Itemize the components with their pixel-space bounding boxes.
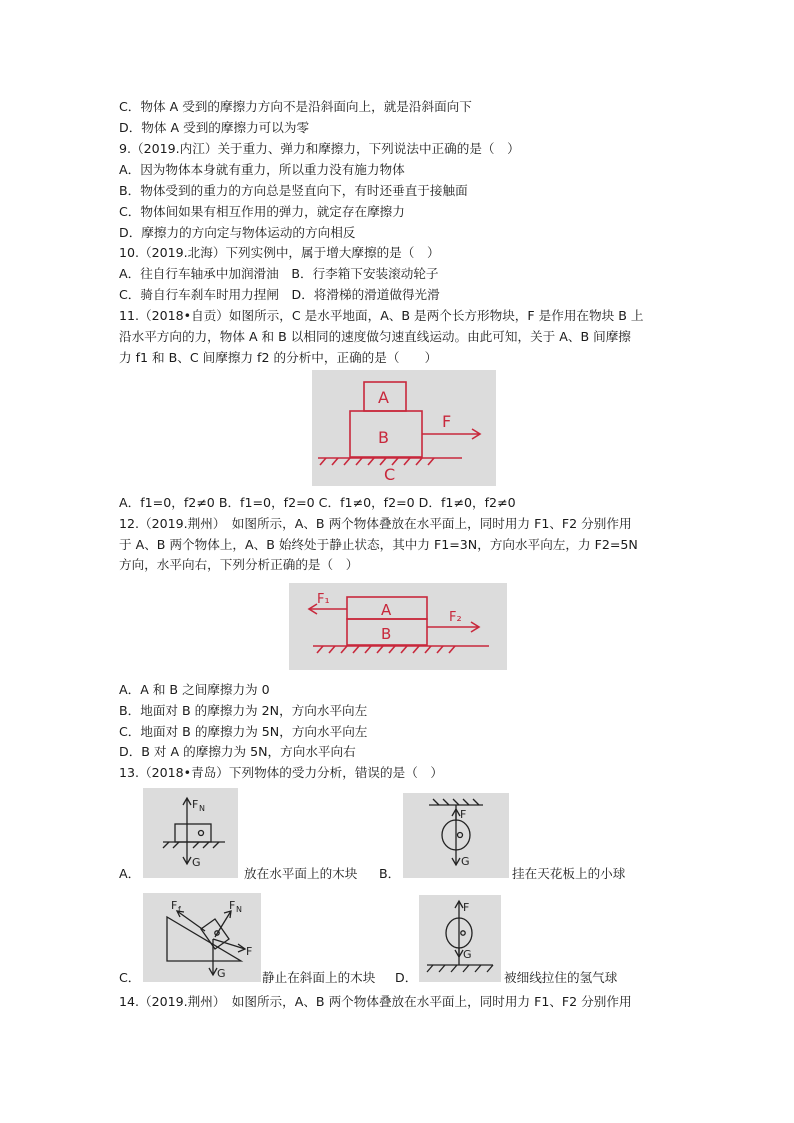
q10-options-cd: C．骑自行车刹车时用力捏闸 D．将滑梯的滑道做得光滑	[119, 287, 440, 302]
fig12-label-f2: F₂	[449, 610, 462, 625]
fig11-label-f: F	[442, 412, 452, 431]
figure-q11-drawing	[312, 370, 496, 486]
q13-option-b-label: B．	[379, 866, 401, 881]
figure-q13a	[143, 788, 238, 878]
question-11-line1: 11.（2018•自贡）如图所示，C 是水平地面，A、B 是两个长方形物块，F 是作用在物块 B 上	[119, 308, 644, 323]
fig13a-label-g: G	[192, 856, 201, 869]
figure-q13d	[419, 895, 501, 982]
fig11-label-b: B	[378, 428, 389, 447]
q12-option-a: A．A 和 B 之间摩擦力为 0	[119, 682, 270, 697]
fig13c-label-fn-sub: N	[236, 905, 242, 914]
question-11-line3: 力 f1 和 B、C 间摩擦力 f2 的分析中，正确的是（ ）	[119, 350, 438, 365]
fig11-label-c: C	[384, 465, 396, 484]
question-10: 10.（2019.北海）下列实例中，属于增大摩擦的是（ ）	[119, 245, 440, 260]
figure-q13b	[403, 793, 509, 878]
q9-option-b: B．物体受到的重力的方向总是竖直向下，有时还垂直于接触面	[119, 183, 468, 198]
q12-option-d: D．B 对 A 的摩擦力为 5N，方向水平向右	[119, 744, 356, 759]
fig13d-label-g: G	[463, 948, 472, 961]
fig11-label-a: A	[378, 388, 389, 407]
q13-option-a-label: A．	[119, 866, 141, 881]
question-12-line3: 方向，水平向右，下列分析正确的是（ ）	[119, 557, 359, 572]
fig13a-label-fn-sub: N	[199, 804, 205, 813]
q9-option-d: D．摩擦力的方向定与物体运动的方向相反	[119, 225, 356, 240]
fig13c-label-fn: F	[229, 899, 236, 912]
q13-option-d-label: D．	[395, 970, 418, 985]
question-9: 9.（2019.内江）关于重力、弹力和摩擦力，下列说法中正确的是（ ）	[119, 141, 520, 156]
figure-q13a-drawing	[143, 788, 238, 878]
fig13a-label-fn: F	[192, 798, 199, 811]
q9-option-a: A．因为物体本身就有重力，所以重力没有施力物体	[119, 162, 405, 177]
figure-q12-drawing	[289, 583, 507, 670]
fig13c-label-f: F	[246, 945, 253, 958]
q13-option-b-text: 挂在天花板上的小球	[512, 866, 626, 881]
fig13b-label-g: G	[461, 855, 470, 868]
option-c-prev: C．物体 A 受到的摩擦力方向不是沿斜面向上，就是沿斜面向下	[119, 99, 472, 114]
q13-option-c-text: 静止在斜面上的木块	[262, 970, 376, 985]
fig13c-label-ff: F	[171, 899, 178, 912]
figure-q13b-drawing	[403, 793, 509, 878]
q12-option-b: B．地面对 B 的摩擦力为 2N，方向水平向左	[119, 703, 368, 718]
q13-option-d-text: 被细线拉住的氢气球	[504, 970, 618, 985]
figure-q12	[289, 583, 507, 670]
question-14-line1: 14.（2019.荆州） 如图所示，A、B 两个物体叠放在水平面上，同时用力 F1、F2 分别作用	[119, 994, 632, 1009]
option-d-prev: D．物体 A 受到的摩擦力可以为零	[119, 120, 310, 135]
fig12-label-f1: F₁	[317, 592, 330, 607]
figure-q13d-drawing	[419, 895, 501, 982]
q11-options: A．f1=0，f2≠0 B．f1=0，f2=0 C．f1≠0，f2=0 D．f1≠0，f2≠0	[119, 495, 516, 510]
question-13: 13.（2018•青岛）下列物体的受力分析，错误的是（ ）	[119, 765, 443, 780]
q10-options-ab: A．往自行车轴承中加润滑油 B．行李箱下安装滚动轮子	[119, 266, 439, 281]
question-12-line1: 12.（2019.荆州） 如图所示，A、B 两个物体叠放在水平面上，同时用力 F1、F2 分别作用	[119, 516, 632, 531]
fig13c-label-g: G	[217, 967, 226, 980]
question-12-line2: 于 A、B 两个物体上，A、B 始终处于静止状态，其中力 F1=3N，方向水平向左，力 F2=5N	[119, 537, 638, 552]
fig12-label-b: B	[381, 625, 392, 643]
figure-q11	[312, 370, 496, 486]
figure-q13c-drawing	[143, 893, 261, 982]
question-11-line2: 沿水平方向的力，物体 A 和 B 以相同的速度做匀速直线运动。由此可知，关于 A、B 间摩擦	[119, 329, 631, 344]
q9-option-c: C．物体间如果有相互作用的弹力，就定存在摩擦力	[119, 204, 405, 219]
fig13b-label-f: F	[460, 808, 467, 821]
q13-option-c-label: C．	[119, 970, 141, 985]
fig13d-label-f: F	[463, 901, 470, 914]
figure-q13c	[143, 893, 261, 982]
q13-option-a-text: 放在水平面上的木块	[244, 866, 358, 881]
q12-option-c: C．地面对 B 的摩擦力为 5N，方向水平向左	[119, 724, 368, 739]
fig12-label-a: A	[381, 601, 392, 619]
fig13c-label-ff-sub: f	[178, 905, 181, 914]
